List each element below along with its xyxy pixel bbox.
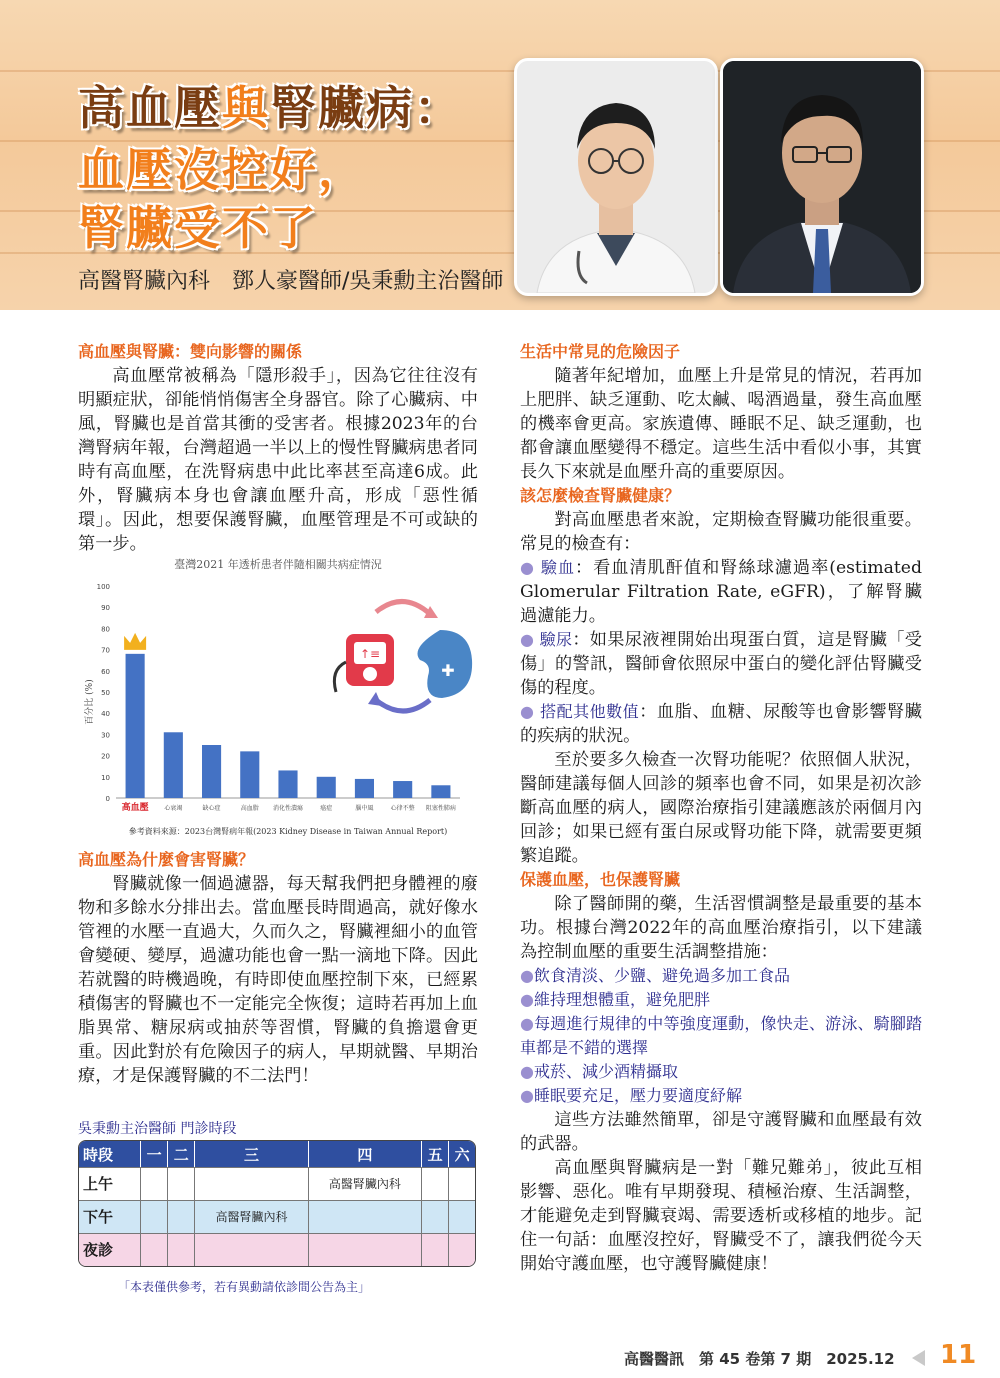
bullet-dot-icon: ● 驗尿 [520,630,573,649]
schedule-cell [141,1167,168,1200]
schedule-cell [141,1200,168,1233]
check-item [520,700,922,748]
schedule-cell [141,1233,168,1266]
title-line-3: 腎臟受不了 [78,201,318,255]
schedule-note: 「本表僅供參考，若有異動請依診間公告為主」 [118,1280,371,1294]
section-heading: 高血壓與腎臟：雙向影響的關係 [78,342,303,361]
clinic-schedule-table [78,1140,476,1267]
tip-item: ●睡眠要充足，壓力要適度紓解 [520,1086,742,1105]
chart-ylabel: 百分比 (%) [85,679,95,725]
doctor-photo-1 [514,58,718,296]
schedule-cell: 高醫腎臟內科 [309,1167,422,1200]
schedule-row-morning [79,1167,475,1200]
paragraph: 對高血壓患者來說，定期檢查腎臟功能很重要。常見的檢查有： [520,510,922,554]
author-byline: 高醫腎臟內科 鄧人豪醫師/吳秉勳主治醫師 [78,269,504,294]
x-tick-label: 腦中風 [355,805,374,812]
kidney-illustration [334,601,472,711]
tip-item: ●維持理想體重，避免肥胖 [520,990,710,1009]
schedule-cell [168,1233,195,1266]
y-tick-label: 0 [105,795,110,803]
row-label: 上午 [79,1167,141,1200]
svg-text:↑≡: ↑≡ [359,647,381,661]
schedule-cell [422,1200,449,1233]
paragraph: 隨著年紀增加，血壓上升是常見的情況，若再加上肥胖、缺乏運動、吃太鹹、喝酒過量，發生高血壓的機率會更高。家族遺傳、睡眠不足、缺乏運動，也都會讓血壓變得不穩定。這些生活中看似小事，其實長久下來就是血壓升高的重要原因。 [520,366,922,482]
page-number: 11 [940,1340,977,1370]
row-label: 夜診 [79,1233,141,1266]
section-heading: 該怎麼檢查腎臟健康？ [520,486,681,505]
bullet-dot-icon: ● 驗血 [520,558,575,577]
y-tick-label: 50 [101,689,110,697]
schedule-cell [168,1200,195,1233]
right-column [520,340,922,1276]
x-tick-label: 缺心症 [202,805,221,812]
schedule-header: 一 [141,1141,168,1167]
chart-bar [240,751,259,798]
schedule-header-row [79,1141,475,1167]
schedule-title: 吳秉勳主治醫師 門診時段 [78,1121,237,1137]
chart-bar [202,745,221,798]
paragraph: 這些方法雖然簡單，卻是守護腎臟和血壓最有效的武器。 [520,1110,922,1154]
y-tick-label: 100 [96,583,110,591]
y-tick-label: 20 [101,752,110,761]
tip-item: ●飲食清淡、少鹽、避免過多加工食品 [520,966,790,985]
y-tick-label: 60 [101,667,110,676]
publication-info: 高醫醫訊 第 45 卷第 7 期 2025.12 [624,1350,895,1368]
chart-bar [126,654,145,798]
schedule-header: 六 [449,1141,475,1167]
check-text: ：如果尿液裡開始出現蛋白質，這是腎臟「受傷」的警訊，醫師會依照尿中蛋白的變化評估腎臟受傷的程度。 [520,630,922,698]
schedule-cell [449,1200,475,1233]
y-tick-label: 10 [101,773,110,782]
schedule-header: 四 [309,1141,422,1167]
schedule-header: 三 [195,1141,308,1167]
chart-bar [431,785,450,798]
x-tick-label: 高血壓 [121,803,149,813]
chart-bar [278,770,297,798]
schedule-row-afternoon [79,1200,475,1233]
schedule-row-evening [79,1233,475,1266]
left-column [78,340,478,556]
x-tick-label: 消化性潰瘍 [272,805,304,812]
chart-bar [355,779,374,798]
x-tick-label: 心衰竭 [164,805,183,812]
left-column-2 [78,848,478,1088]
tip-item: ●每週進行規律的中等強度運動，像快走、游泳、騎腳踏車都是不錯的選擇 [520,1014,922,1057]
check-item [520,556,922,628]
chart-source: 參考資料來源：2023台灣腎病年報(2023 Kidney Disease in Taiwan Annual Report) [128,827,448,836]
y-tick-label: 70 [101,646,110,655]
paragraph: 除了醫師開的藥，生活習慣調整是最重要的基本功。根據台灣2022年的高血壓治療指引，以下建議為控制血壓的重要生活調整措施： [520,894,922,962]
section-heading: 保護血壓，也保護腎臟 [520,870,681,889]
schedule-cell [195,1233,308,1266]
tip-item: ●戒菸、減少酒精攝取 [520,1062,678,1081]
check-text: ：看血清肌酐值和腎絲球濾過率(estimated Glomerular Filtration Rate, eGFR)，了解腎臟過濾能力。 [520,558,922,626]
bullet-dot-icon: ● 搭配其他數值 [520,702,640,721]
y-tick-label: 40 [101,710,110,719]
y-tick-label: 30 [101,731,110,740]
check-item [520,628,922,700]
schedule-cell [422,1167,449,1200]
paragraph: 高血壓與腎臟病是一對「難兄難弟」，彼此互相影響、惡化。唯有早期發現、積極治療、生活調整，才能避免走到腎臟衰竭、需要透析或移植的地步。記住一句話：血壓沒控好，腎臟受不了，讓我們從今天開始守護血壓，也守護腎臟健康！ [520,1158,922,1274]
schedule-cell [309,1200,422,1233]
section-heading: 高血壓為什麼會害腎臟？ [78,850,255,869]
paragraph: 至於要多久檢查一次腎功能呢？依照個人狀況，醫師建議每個人回診的頻率也會不同，如果是初次診斷高血壓的病人，國際治療指引建議應該於兩個月內回診；如果已經有蛋白尿或腎功能下降，就需要更頻繁追蹤。 [520,750,922,866]
schedule-cell: 高醫腎臟內科 [195,1200,308,1233]
schedule-header: 二 [168,1141,195,1167]
comorbidity-chart [78,552,478,842]
check-text: ：血脂、血糖、尿酸等也會影響腎臟的疾病的狀況。 [520,702,922,746]
schedule-header: 時段 [79,1141,141,1167]
row-label: 下午 [79,1200,141,1233]
x-tick-label: 癌症 [320,805,333,812]
x-tick-label: 高血脂 [240,805,259,812]
schedule-cell [309,1233,422,1266]
title-line-1: 高血壓與腎臟病： [78,81,462,135]
schedule-cell [449,1167,475,1200]
schedule-cell [422,1233,449,1266]
chart-title: 臺灣2021 年透析患者伴隨相關共病症情況 [174,558,382,571]
section-heading: 生活中常見的危險因子 [520,342,681,361]
crown-icon [124,633,146,650]
x-tick-label: 阻塞性肺病 [425,805,456,812]
doctor-photo-2 [720,58,924,296]
triangle-left-icon [912,1350,925,1366]
schedule-cell [449,1233,475,1266]
schedule-cell [195,1167,308,1200]
y-tick-label: 80 [101,625,110,634]
schedule-header: 五 [422,1141,449,1167]
y-tick-label: 90 [101,604,110,613]
paragraph: 腎臟就像一個過濾器，每天幫我們把身體裡的廢物和多餘水分排出去。當血壓長時間過高，就好像水管裡的水壓一直過大，久而久之，腎臟裡細小的血管會變硬、變厚，過濾功能也會一點一滴地下降。因此若就醫的時機過晚，有時即使血壓控制下來，已經累積傷害的腎臟也不一定能完全恢復；這時若再加上血脂異常、糖尿病或抽菸等習慣，腎臟的負擔還會更重。因此對於有危險因子的病人，早期就醫、早期治療，才是保護腎臟的不二法門！ [78,874,478,1086]
x-tick-label: 心律不整 [390,805,415,812]
paragraph: 高血壓常被稱為「隱形殺手」，因為它往往沒有明顯症狀，卻能悄悄傷害全身器官。除了心臟病、中風，腎臟也是首當其衝的受害者。根據2023年的台灣腎病年報，台灣超過一半以上的慢性腎臟病患者同時有高血壓，在洗腎病患中此比率甚至高達6成。此外，腎臟病本身也會讓血壓升高，形成「惡性循環」。因此，想要保護腎臟，血壓管理是不可或缺的第一步。 [78,366,478,554]
chart-bar [164,732,183,798]
svg-text:✚: ✚ [441,661,455,680]
chart-bar [317,777,336,798]
schedule-cell [168,1167,195,1200]
chart-bar [393,781,412,798]
header-banner [0,0,1000,310]
title-line-2: 血壓沒控好， [78,143,366,197]
